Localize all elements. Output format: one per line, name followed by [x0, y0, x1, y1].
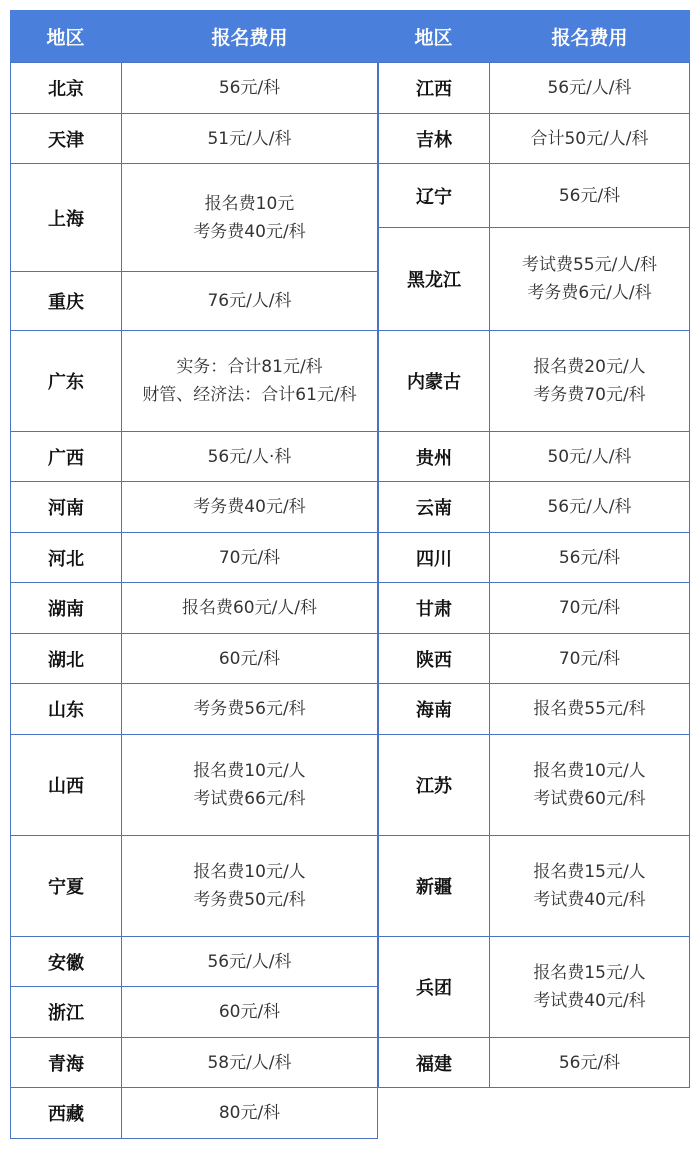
- region-cell: 山西: [10, 734, 122, 836]
- region-cell: 吉林: [378, 113, 490, 164]
- region-cell: 黑龙江: [378, 227, 490, 331]
- region-cell: 四川: [378, 532, 490, 583]
- region-cell: 天津: [10, 113, 122, 164]
- region-cell: 内蒙古: [378, 330, 490, 432]
- region-cell: 广西: [10, 431, 122, 482]
- region-cell: 贵州: [378, 431, 490, 482]
- region-cell: 湖北: [10, 633, 122, 684]
- fee-line: 报名费10元/人: [533, 761, 646, 781]
- fee-line: 76元/人/科: [207, 291, 292, 311]
- region-cell: 云南: [378, 481, 490, 533]
- fee-cell: [489, 227, 690, 331]
- fee-cell: [489, 683, 690, 735]
- fee-line: 56元/人/科: [547, 78, 632, 98]
- region-cell: 湖南: [10, 582, 122, 634]
- fee-cell: [489, 481, 690, 533]
- header-fee-left: 报名费用: [121, 10, 378, 62]
- region-cell: 河南: [10, 481, 122, 533]
- fee-cell: [489, 1037, 690, 1088]
- region-cell: 江西: [378, 62, 490, 114]
- fee-cell: [121, 1037, 378, 1088]
- region-cell: 山东: [10, 683, 122, 735]
- fee-cell: [489, 835, 690, 937]
- fee-line: 报名费15元/人: [533, 963, 646, 983]
- fee-cell: [121, 683, 378, 735]
- region-cell: 上海: [10, 163, 122, 272]
- fee-line: 考试费60元/科: [533, 789, 646, 809]
- region-cell: 陕西: [378, 633, 490, 684]
- fee-line: 财管、经济法：合计61元/科: [142, 385, 357, 405]
- fee-line: 考务费50元/科: [193, 890, 306, 910]
- region-cell: 河北: [10, 532, 122, 583]
- fee-line: 58元/人/科: [207, 1052, 292, 1073]
- fee-cell: [121, 734, 378, 836]
- fee-line: 70元/科: [558, 648, 621, 669]
- fee-cell: [121, 633, 378, 684]
- fee-cell: [121, 431, 378, 482]
- fee-cell: [121, 271, 378, 331]
- fee-line: 报名费10元/人: [193, 862, 306, 882]
- fee-line: 实务：合计81元/科: [176, 357, 323, 377]
- fee-line: 合计50元/人/科: [530, 128, 649, 149]
- fee-line: 考试费40元/科: [533, 991, 646, 1011]
- fee-line: 56元/人/科: [547, 497, 632, 517]
- region-cell: 宁夏: [10, 835, 122, 937]
- fee-line: 56元/人/科: [207, 951, 292, 972]
- region-cell: 西藏: [10, 1087, 122, 1139]
- fee-line: 考务费56元/科: [193, 699, 306, 719]
- region-cell: 海南: [378, 683, 490, 735]
- region-cell: 青海: [10, 1037, 122, 1088]
- region-cell: 新疆: [378, 835, 490, 937]
- fee-line: 56元/科: [558, 185, 621, 206]
- header-fee-right: 报名费用: [489, 10, 690, 62]
- fee-cell: [121, 62, 378, 114]
- fee-line: 报名费15元/人: [533, 862, 646, 882]
- fee-line: 考务费6元/人/科: [527, 283, 652, 303]
- fee-line: 56元/科: [558, 547, 621, 568]
- fee-line: 考试费55元/人/科: [521, 255, 658, 275]
- fee-line: 报名费20元/人: [533, 357, 646, 377]
- region-cell: 安徽: [10, 936, 122, 987]
- fee-line: 51元/人/科: [207, 128, 292, 149]
- fee-cell: [489, 62, 690, 114]
- fee-line: 80元/科: [218, 1103, 281, 1123]
- fee-line: 报名费10元: [204, 193, 295, 214]
- region-cell: 江苏: [378, 734, 490, 836]
- fee-cell: [121, 330, 378, 432]
- fee-line: 考试费40元/科: [533, 890, 646, 910]
- fee-cell: [489, 633, 690, 684]
- fee-cell: [489, 330, 690, 432]
- fee-line: 报名费55元/科: [533, 699, 646, 719]
- fee-cell: [121, 113, 378, 164]
- region-cell: 重庆: [10, 271, 122, 331]
- fee-cell: [489, 113, 690, 164]
- fee-line: 56元/科: [218, 78, 281, 98]
- fee-line: 50元/人/科: [547, 446, 632, 467]
- fee-cell: [121, 481, 378, 533]
- fee-cell: [489, 734, 690, 836]
- fee-line: 70元/科: [218, 547, 281, 568]
- fee-line: 70元/科: [558, 598, 621, 618]
- fee-cell: [121, 582, 378, 634]
- fee-line: 56元/科: [558, 1052, 621, 1073]
- fee-line: 考试费66元/科: [193, 789, 306, 809]
- fee-cell: [121, 532, 378, 583]
- fee-cell: [121, 163, 378, 272]
- fee-cell: [489, 582, 690, 634]
- header-region-right: 地区: [378, 10, 489, 62]
- fee-line: 56元/人·科: [207, 446, 292, 467]
- header-region-left: 地区: [10, 10, 121, 62]
- fee-cell: [489, 431, 690, 482]
- fee-cell: [489, 936, 690, 1038]
- region-cell: 北京: [10, 62, 122, 114]
- fee-line: 报名费10元/人: [193, 761, 306, 781]
- region-cell: 福建: [378, 1037, 490, 1088]
- fee-line: 考务费40元/科: [193, 497, 306, 517]
- region-cell: 辽宁: [378, 163, 490, 228]
- region-cell: 广东: [10, 330, 122, 432]
- region-cell: 兵团: [378, 936, 490, 1038]
- fee-cell: [121, 1087, 378, 1139]
- fee-line: 考务费40元/科: [193, 221, 306, 242]
- fee-line: 报名费60元/人/科: [181, 598, 318, 618]
- region-cell: 甘肃: [378, 582, 490, 634]
- fee-cell: [121, 835, 378, 937]
- region-cell: 浙江: [10, 986, 122, 1038]
- fee-line: 60元/科: [218, 648, 281, 669]
- fee-line: 60元/科: [218, 1002, 281, 1022]
- fee-cell: [121, 986, 378, 1038]
- fee-cell: [489, 532, 690, 583]
- fee-line: 考务费70元/科: [533, 385, 646, 405]
- fee-cell: [489, 163, 690, 228]
- fee-cell: [121, 936, 378, 987]
